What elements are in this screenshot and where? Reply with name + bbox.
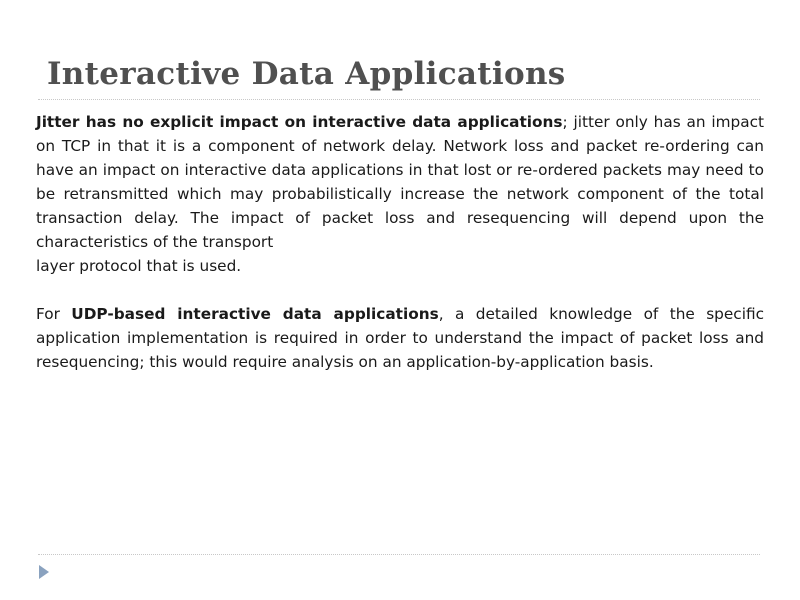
footer-divider: [38, 554, 760, 555]
paragraph-jitter-tail: layer protocol that is used.: [36, 257, 242, 275]
paragraph-udp-text: , a detailed knowledge of the specific application implementation is required in order to understand the impact of packet loss and resequencing; this would require analysis on an application-by-application basis.: [36, 305, 765, 371]
paragraph-udp-lead: For: [36, 305, 72, 323]
play-arrow-icon[interactable]: [39, 565, 49, 579]
slide-body: [36, 110, 764, 374]
paragraph-jitter: [36, 110, 764, 278]
paragraph-jitter-text: ; jitter only has an impact on TCP in that it is a component of network delay. Network loss and packet re-ordering can have an impact on interactive data applications in that lost or re-ordered packets may need to be retransmitted which may probabilistically increase the network component of the total transaction delay. The impact of packet loss and resequencing will depend upon the characteristics of the transport: [36, 113, 764, 251]
slide-title: Interactive Data Applications: [47, 56, 566, 92]
paragraph-udp: [36, 302, 764, 374]
title-divider: [38, 99, 760, 100]
paragraph-udp-bold: UDP-based interactive data applications: [71, 305, 439, 323]
paragraph-jitter-bold: Jitter has no explicit impact on interactive data applications: [36, 113, 563, 131]
